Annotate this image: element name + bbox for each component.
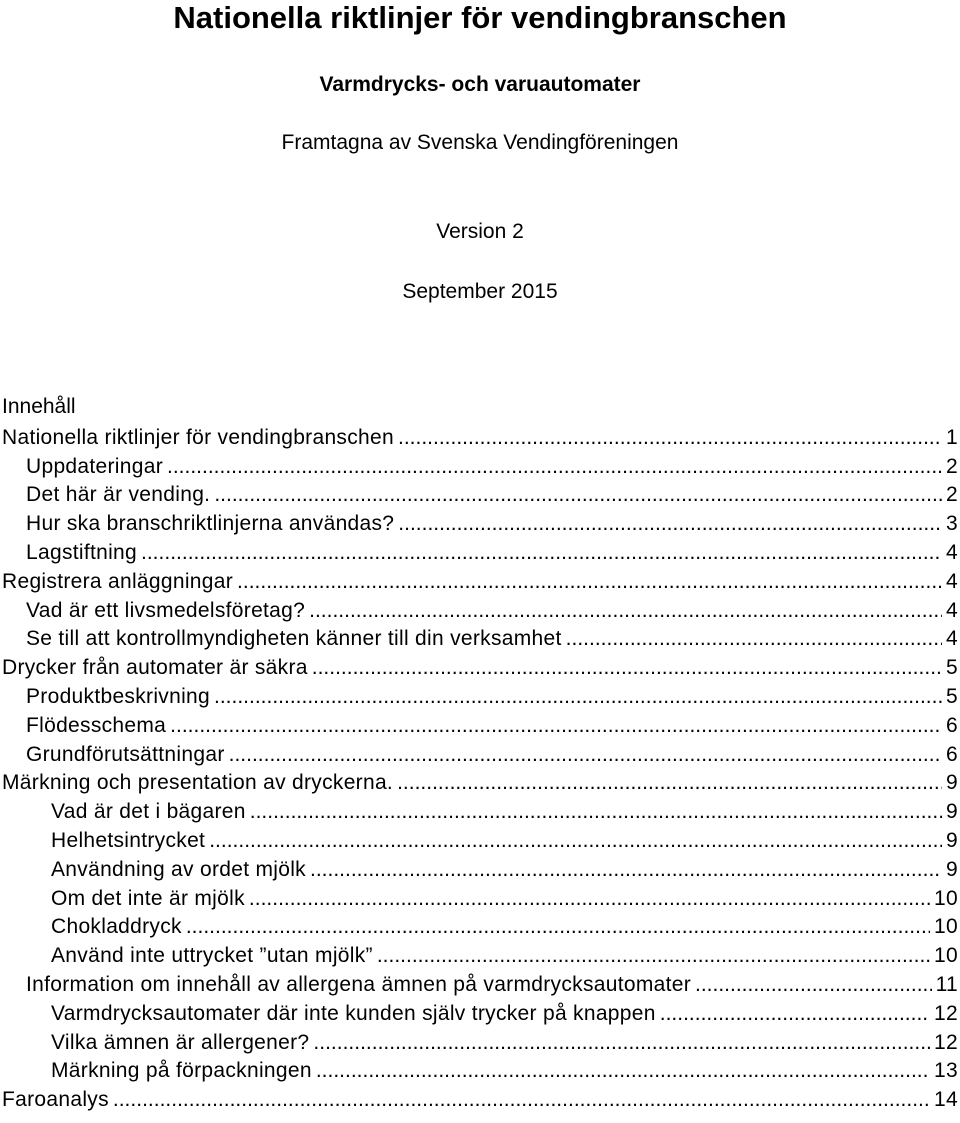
toc-dot-leader xyxy=(660,1001,930,1027)
toc-entry-page-number: 6 xyxy=(946,713,958,737)
toc-entry[interactable] xyxy=(0,624,960,653)
toc-entry-title: Faroanalys xyxy=(2,1088,109,1112)
toc-entry[interactable] xyxy=(0,422,960,451)
toc-entry-title: Vad är ett livsmedelsföretag? xyxy=(26,598,306,622)
toc-entry-title: Om det inte är mjölk xyxy=(51,886,245,910)
toc-entry-page-number: 6 xyxy=(946,742,958,766)
toc-dot-leader xyxy=(249,886,930,912)
toc-entry[interactable] xyxy=(0,912,960,941)
toc-dot-leader xyxy=(214,482,942,508)
toc-entry[interactable] xyxy=(0,566,960,595)
toc-entry-page-number: 9 xyxy=(946,828,958,852)
toc-entry[interactable] xyxy=(0,1027,960,1056)
page-title: Nationella riktlinjer för vendingbranschen xyxy=(173,0,787,35)
toc-entry-page-number: 3 xyxy=(946,512,958,536)
toc-entry-page-number: 10 xyxy=(934,944,958,968)
toc-entry-title: Flödesschema xyxy=(26,713,167,737)
toc-dot-leader xyxy=(310,857,942,883)
toc-dot-leader xyxy=(313,1030,930,1056)
toc-entry-page-number: 11 xyxy=(935,972,958,996)
toc-entry-title: Grundförutsättningar xyxy=(26,742,225,766)
toc-entry-title: Chokladdryck xyxy=(51,915,182,939)
toc-entry[interactable] xyxy=(0,998,960,1027)
toc-entry-title: Drycker från automater är säkra xyxy=(2,656,308,680)
toc-entry[interactable] xyxy=(0,969,960,998)
toc-dot-leader xyxy=(170,713,942,739)
toc-entry[interactable] xyxy=(0,710,960,739)
toc-dot-leader xyxy=(209,828,942,854)
toc-dot-leader xyxy=(141,540,942,566)
toc-dot-leader xyxy=(167,454,942,480)
toc-entry-title: Märkning och presentation av dryckerna. xyxy=(2,771,394,795)
toc-entry-page-number: 12 xyxy=(934,1030,958,1054)
toc-entry-page-number: 10 xyxy=(934,886,958,910)
toc-entry[interactable] xyxy=(0,940,960,969)
toc-dot-leader xyxy=(377,943,930,969)
toc-entry[interactable] xyxy=(0,768,960,797)
toc-entry-page-number: 1 xyxy=(946,425,958,449)
toc-dot-leader xyxy=(398,425,942,451)
toc-dot-leader xyxy=(695,972,932,998)
toc-dot-leader xyxy=(566,626,942,652)
toc-entry[interactable] xyxy=(0,451,960,480)
toc-entry-page-number: 12 xyxy=(934,1001,958,1025)
toc-entry-page-number: 9 xyxy=(946,771,958,795)
toc-entry-title: Uppdateringar xyxy=(26,454,163,478)
document-subtitle: Varmdrycks- och varuautomater xyxy=(319,73,641,96)
toc-entry-title: Lagstiftning xyxy=(26,540,138,564)
toc-entry-page-number: 5 xyxy=(946,656,958,680)
toc-entry[interactable] xyxy=(0,825,960,854)
toc-entry-page-number: 10 xyxy=(934,915,958,939)
toc-entry-title: Produktbeskrivning xyxy=(26,684,210,708)
toc-entry-page-number: 14 xyxy=(934,1088,958,1112)
toc-dot-leader xyxy=(229,742,942,768)
toc-dot-leader xyxy=(214,684,942,710)
toc-entry-title: Se till att kontrollmyndigheten känner till din verksamhet xyxy=(26,627,562,651)
toc-dot-leader xyxy=(237,569,942,595)
toc-entry-page-number: 9 xyxy=(946,857,958,881)
date-label: September 2015 xyxy=(402,280,558,303)
toc-entry[interactable] xyxy=(0,681,960,710)
toc-entry-page-number: 2 xyxy=(946,454,958,478)
toc-entry-title: Hur ska branschriktlinjerna användas? xyxy=(26,512,395,536)
toc-entry-title: Märkning på förpackningen xyxy=(51,1059,312,1083)
toc-entry[interactable] xyxy=(0,480,960,509)
toc-entry-page-number: 4 xyxy=(946,598,958,622)
toc-entry-page-number: 13 xyxy=(934,1059,958,1083)
toc-entry-title: Registrera anläggningar xyxy=(2,569,234,593)
toc-entry-page-number: 4 xyxy=(946,569,958,593)
toc-entry-title: Vad är det i bägaren xyxy=(51,800,246,824)
toc-dot-leader xyxy=(309,598,942,624)
version-label: Version 2 xyxy=(436,220,524,243)
toc-entry-title: Information om innehåll av allergena ämnen på varmdrycksautomater xyxy=(26,972,691,996)
toc-entry[interactable] xyxy=(0,796,960,825)
toc-dot-leader xyxy=(113,1087,930,1113)
toc-entry-title: Nationella riktlinjer för vendingbranschen xyxy=(2,425,394,449)
toc-entry-page-number: 4 xyxy=(946,540,958,564)
toc-entry-title: Helhetsintrycket xyxy=(51,828,206,852)
toc-entry-title: Det här är vending. xyxy=(26,483,211,507)
toc-entry-title: Användning av ordet mjölk xyxy=(51,857,306,881)
toc-dot-leader xyxy=(316,1058,930,1084)
toc-dot-leader xyxy=(397,770,942,796)
toc-entry[interactable] xyxy=(0,1084,960,1113)
toc-entry-page-number: 4 xyxy=(946,627,958,651)
toc-entry-title: Vilka ämnen är allergener? xyxy=(51,1030,310,1054)
toc-entry[interactable] xyxy=(0,739,960,768)
toc-entry[interactable] xyxy=(0,854,960,883)
toc-heading: Innehåll xyxy=(2,395,76,418)
toc-dot-leader xyxy=(250,799,942,825)
toc-entry-page-number: 9 xyxy=(946,800,958,824)
toc-entry[interactable] xyxy=(0,595,960,624)
toc-entry-title: Använd inte uttrycket ”utan mjölk” xyxy=(51,944,373,968)
toc-entry[interactable] xyxy=(0,883,960,912)
toc-entry[interactable] xyxy=(0,508,960,537)
toc-entry[interactable] xyxy=(0,537,960,566)
toc-entry-page-number: 5 xyxy=(946,684,958,708)
toc-dot-leader xyxy=(186,914,930,940)
table-of-contents xyxy=(0,422,960,1113)
toc-dot-leader xyxy=(398,511,942,537)
toc-dot-leader xyxy=(312,655,942,681)
author-line: Framtagna av Svenska Vendingföreningen xyxy=(281,131,679,154)
toc-entry[interactable] xyxy=(0,1056,960,1085)
toc-entry[interactable] xyxy=(0,652,960,681)
toc-entry-page-number: 2 xyxy=(946,483,958,507)
toc-entry-title: Varmdrycksautomater där inte kunden själv trycker på knappen xyxy=(51,1001,656,1025)
